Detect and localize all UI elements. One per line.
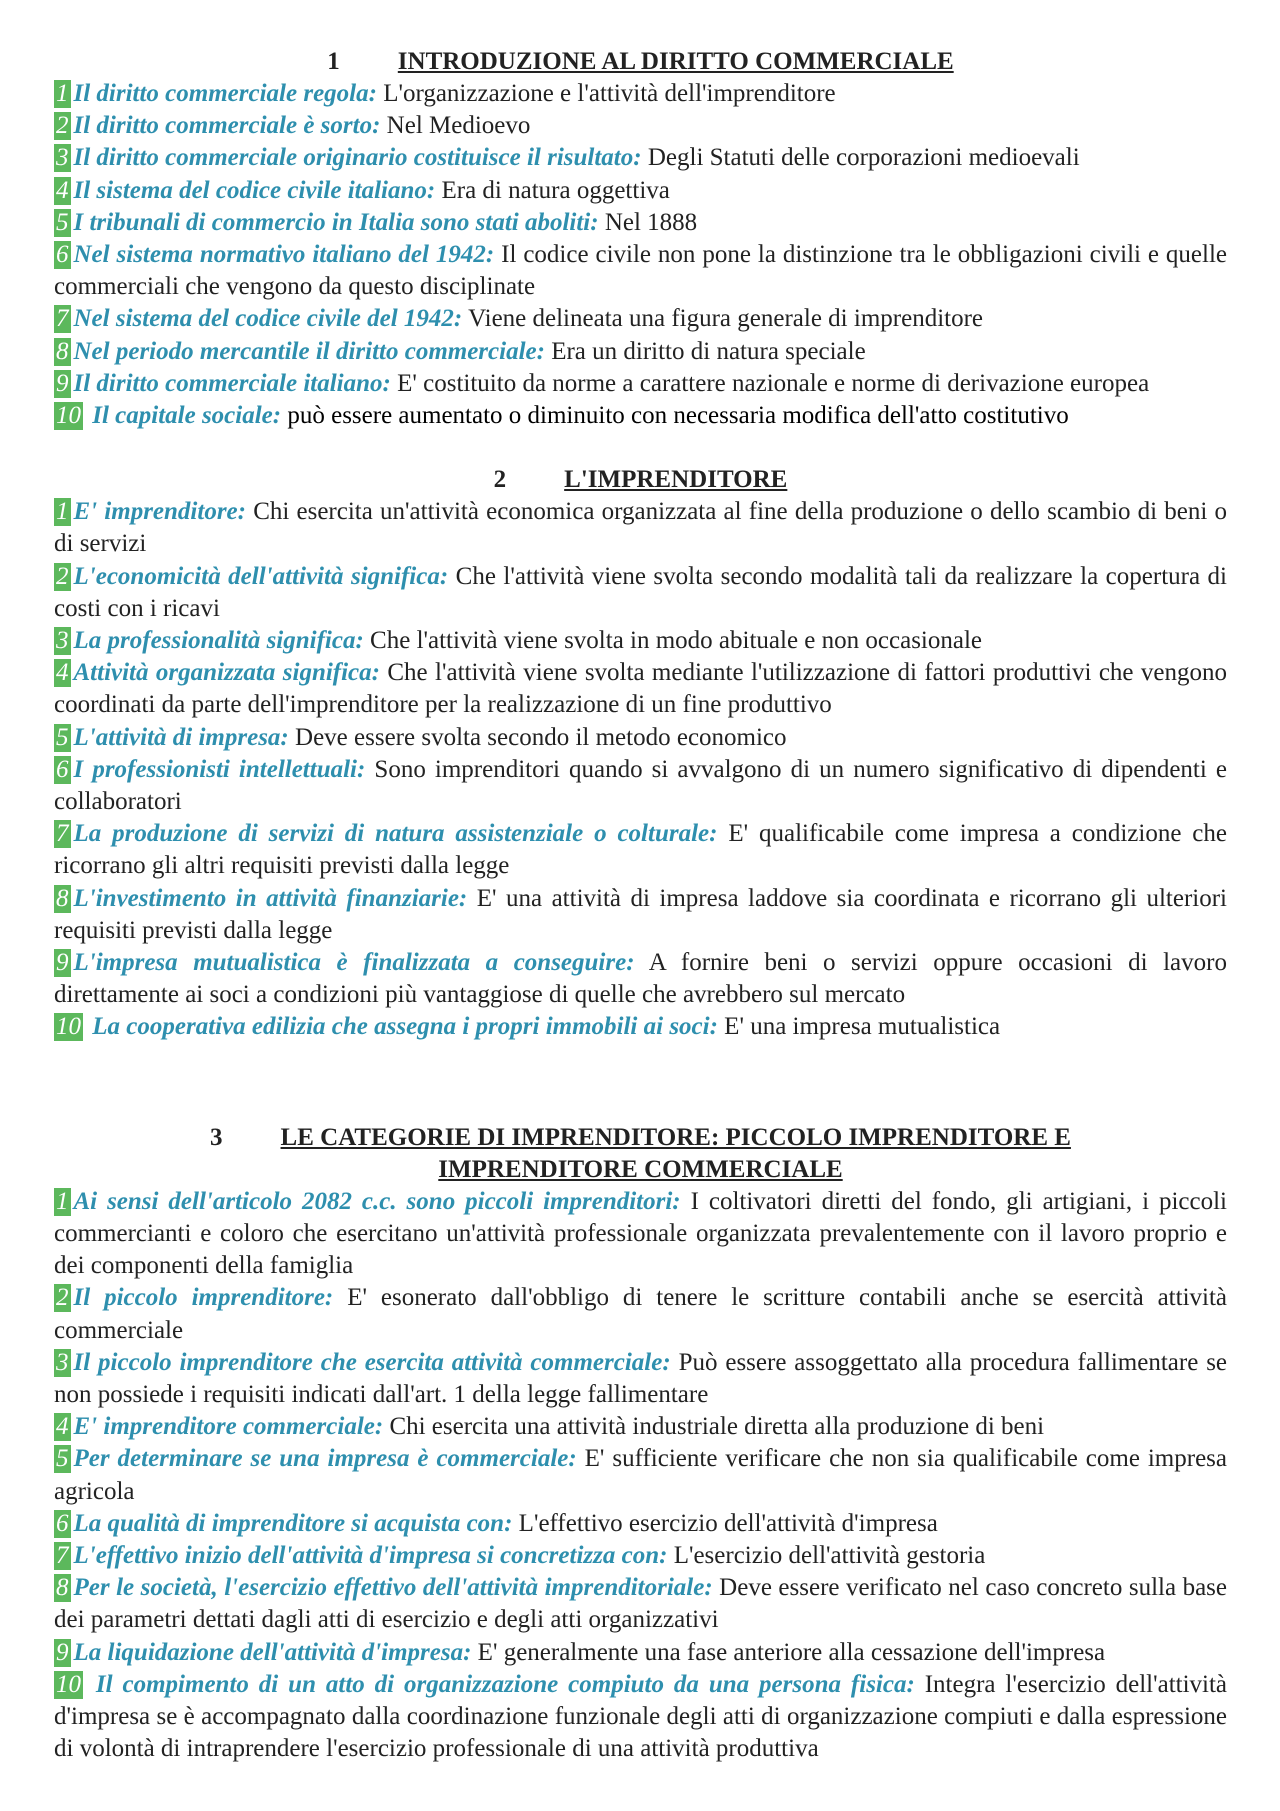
list-item <box>54 1282 1227 1346</box>
item-number-badge: 6 <box>56 755 69 783</box>
item-number-badge: 10 <box>56 402 81 430</box>
section-number: 2 <box>493 466 507 494</box>
list-item <box>54 1508 1227 1540</box>
list-item <box>54 1540 1227 1572</box>
list-item <box>54 947 1227 1011</box>
item-answer: Il codice civile non pone la distinzione tra le obbligazioni civili e quelle commerciali che vengono da questo disciplinate <box>54 241 1228 301</box>
item-number-badge: 3 <box>56 627 69 655</box>
list-item <box>54 1443 1227 1507</box>
item-answer: Era un diritto di natura speciale <box>551 337 866 365</box>
item-number-badge: 8 <box>56 884 69 912</box>
list-item <box>54 368 1227 400</box>
item-answer: Era di natura oggettiva <box>441 176 670 204</box>
section-2 <box>54 464 1227 1043</box>
item-question: Il capitale sociale: <box>92 402 282 430</box>
item-number-badge: 9 <box>56 1638 69 1666</box>
item-number-badge: 4 <box>56 659 69 687</box>
item-number-badge: 10 <box>56 1013 81 1041</box>
list-item <box>54 883 1227 947</box>
item-answer: Viene delineata una figura generale di imprenditore <box>468 305 984 333</box>
list-item <box>54 496 1227 560</box>
item-number-badge: 4 <box>56 1413 69 1441</box>
item-number-badge: 2 <box>56 562 69 590</box>
item-question: L'effettivo inizio dell'attività d'impresa si concretizza con: <box>73 1541 668 1569</box>
item-answer: I coltivatori diretti del fondo, gli artigiani, i piccoli commercianti e coloro che esercitano un'attività professionale organizzata prevalentemente con il lavoro proprio e dei componenti della famiglia <box>54 1187 1227 1280</box>
item-question: Il piccolo imprenditore: <box>73 1284 334 1312</box>
item-answer: Deve essere svolta secondo il metodo economico <box>295 723 787 751</box>
section-title: LE CATEGORIE DI IMPRENDITORE: PICCOLO IMPRENDITORE E IMPRENDITORE COMMERCIALE <box>280 1123 1071 1183</box>
list-item <box>54 657 1227 721</box>
item-question: Il compimento di un atto di organizzazione compiuto da una persona fisica: <box>95 1670 915 1698</box>
item-question: I tribunali di commercio in Italia sono stati aboliti: <box>73 208 599 236</box>
section-title: INTRODUZIONE AL DIRITTO COMMERCIALE <box>397 48 954 75</box>
list-item <box>54 1572 1227 1636</box>
item-answer: E' qualificabile come impresa a condizione che ricorrano gli altri requisiti previsti dalla legge <box>54 820 1227 880</box>
section-heading <box>54 1122 1227 1186</box>
section-heading <box>54 464 1227 496</box>
item-answer: E' generalmente una fase anteriore alla cessazione dell'impresa <box>477 1638 1106 1666</box>
item-answer: E' costituito da norme a carattere nazionale e norme di derivazione europea <box>397 369 1150 397</box>
list-item <box>54 1411 1227 1443</box>
item-number-badge: 7 <box>56 820 69 848</box>
item-answer: Che l'attività viene svolta secondo modalità tali da realizzare la copertura di costi con i ricavi <box>54 562 1227 622</box>
item-question: I professionisti intellettuali: <box>73 755 366 783</box>
item-answer: L'esercizio dell'attività gestoria <box>673 1541 986 1569</box>
item-number-badge: 4 <box>56 176 69 204</box>
item-question: Il sistema del codice civile italiano: <box>73 176 436 204</box>
list-item <box>54 722 1227 754</box>
list-item <box>54 818 1227 882</box>
section-1 <box>54 46 1227 432</box>
item-question: Il diritto commerciale originario costituisce il risultato: <box>73 144 642 172</box>
item-question: E' imprenditore: <box>73 498 246 526</box>
item-number-badge: 6 <box>56 241 69 269</box>
item-question: L'economicità dell'attività significa: <box>73 562 449 590</box>
list-item <box>54 207 1227 239</box>
item-question: Il diritto commerciale regola: <box>73 80 377 107</box>
item-number-badge: 2 <box>56 112 69 140</box>
item-question: La cooperativa edilizia che assegna i propri immobili ai soci: <box>92 1013 718 1041</box>
list-item <box>54 754 1227 818</box>
item-answer: E' sufficiente verificare che non sia qualificabile come impresa agricola <box>54 1445 1228 1505</box>
item-answer: Che l'attività viene svolta mediante l'utilizzazione di fattori produttivi che vengono coordinati da parte dell'imprenditore per la realizzazione di un fine produttivo <box>54 659 1227 719</box>
item-answer: Degli Statuti delle corporazioni medioevali <box>647 144 1080 172</box>
section-number: 1 <box>327 48 340 75</box>
item-answer: Nel Medioevo <box>386 112 531 140</box>
item-number-badge: 9 <box>56 369 69 397</box>
list-item <box>54 1347 1227 1411</box>
item-answer: L'organizzazione e l'attività dell'imprenditore <box>383 80 836 107</box>
item-number-badge: 1 <box>56 498 69 526</box>
item-question: Per determinare se una impresa è commerciale: <box>73 1445 577 1473</box>
item-number-badge: 7 <box>56 1541 69 1569</box>
section-heading <box>54 46 1227 78</box>
item-answer: può essere aumentato o diminuito con necessaria modifica dell'atto costitutivo <box>287 402 1069 430</box>
list-item <box>54 1669 1227 1766</box>
item-answer: L'effettivo esercizio dell'attività d'impresa <box>518 1509 938 1537</box>
item-question: Il diritto commerciale è sorto: <box>73 112 381 140</box>
item-number-badge: 6 <box>56 1509 69 1537</box>
item-number-badge: 5 <box>56 1445 69 1473</box>
list-item <box>54 110 1227 142</box>
item-number-badge: 7 <box>56 305 69 333</box>
item-number-badge: 9 <box>56 949 69 977</box>
item-number-badge: 1 <box>56 1187 69 1215</box>
item-answer: Che l'attività viene svolta in modo abituale e non occasionale <box>370 627 983 655</box>
item-question: E' imprenditore commerciale: <box>73 1413 384 1441</box>
list-item <box>54 1186 1227 1283</box>
section-3 <box>54 1122 1227 1766</box>
list-item <box>54 175 1227 207</box>
item-answer: A fornire beni o servizi oppure occasioni di lavoro direttamente ai soci a condizioni più vantaggiose di quelle che avrebbero sul mercato <box>54 949 1227 1009</box>
item-question: La qualità di imprenditore si acquista con: <box>73 1509 513 1537</box>
item-answer: Chi esercita un'attività economica organizzata al fine della produzione o dello scambio di beni o di servizi <box>54 498 1227 558</box>
item-answer: Può essere assoggettato alla procedura fallimentare se non possiede i requisiti indicati dall'art. 1 della legge fallimentare <box>54 1348 1228 1408</box>
item-number-badge: 8 <box>56 1574 69 1602</box>
item-question: Il diritto commerciale italiano: <box>73 369 391 397</box>
item-question: L'impresa mutualistica è finalizzata a conseguire: <box>73 949 635 977</box>
item-number-badge: 5 <box>56 208 69 236</box>
list-item <box>54 303 1227 335</box>
item-answer: E' esonerato dall'obbligo di tenere le scritture contabili anche se esercità attività commerciale <box>54 1284 1228 1344</box>
item-answer: Integra l'esercizio dell'attività d'impresa se è accompagnato dalla coordinazione funzionale degli atti di organizzazione compiuti e dalla espressione di volontà di intraprendere l'esercizio professionale di una attività produttiva <box>54 1670 1228 1763</box>
item-number-badge: 8 <box>56 337 69 365</box>
item-question: Attività organizzata significa: <box>73 659 380 687</box>
list-item <box>54 142 1227 174</box>
item-number-badge: 3 <box>56 144 69 172</box>
item-answer: Nel 1888 <box>604 208 698 236</box>
item-question: L'attività di impresa: <box>73 723 289 751</box>
list-item <box>54 336 1227 368</box>
section-number: 3 <box>210 1123 223 1151</box>
item-number-badge: 3 <box>56 1348 69 1376</box>
item-answer: E' una impresa mutualistica <box>724 1013 1001 1041</box>
item-question: Nel sistema del codice civile del 1942: <box>73 305 463 333</box>
item-question: Il piccolo imprenditore che esercita attività commerciale: <box>73 1348 671 1376</box>
item-number-badge: 1 <box>56 80 69 107</box>
item-answer: Deve essere verificato nel caso concreto sulla base dei parametri dettati dagli atti di esercizio e degli atti organizzativi <box>54 1574 1227 1634</box>
item-question: Ai sensi dell'articolo 2082 c.c. sono piccoli imprenditori: <box>73 1187 681 1215</box>
item-question: Nel sistema normativo italiano del 1942: <box>73 241 495 269</box>
item-question: La liquidazione dell'attività d'impresa: <box>73 1638 472 1666</box>
item-question: La produzione di servizi di natura assistenziale o colturale: <box>73 820 718 848</box>
item-question: L'investimento in attività finanziarie: <box>73 884 468 912</box>
list-item <box>54 1637 1227 1669</box>
item-question: Per le società, l'esercizio effettivo dell'attività imprenditoriale: <box>73 1574 713 1602</box>
item-question: La professionalità significa: <box>73 627 364 655</box>
item-answer: E' una attività di impresa laddove sia coordinata e ricorrano gli ulteriori requisiti previsti dalla legge <box>54 884 1227 944</box>
item-answer: Chi esercita una attività industriale diretta alla produzione di beni <box>389 1413 1045 1441</box>
item-number-badge: 5 <box>56 723 69 751</box>
list-item <box>54 1011 1227 1043</box>
section-title: L'IMPRENDITORE <box>564 466 788 494</box>
item-question: Nel periodo mercantile il diritto commerciale: <box>73 337 545 365</box>
list-item <box>54 239 1227 303</box>
item-number-badge: 2 <box>56 1284 69 1312</box>
list-item <box>54 78 1227 110</box>
item-answer: Sono imprenditori quando si avvalgono di un numero significativo di dipendenti e collaboratori <box>54 755 1228 816</box>
list-item <box>54 625 1227 657</box>
list-item <box>54 400 1227 432</box>
item-number-badge: 10 <box>56 1670 81 1698</box>
list-item <box>54 561 1227 625</box>
